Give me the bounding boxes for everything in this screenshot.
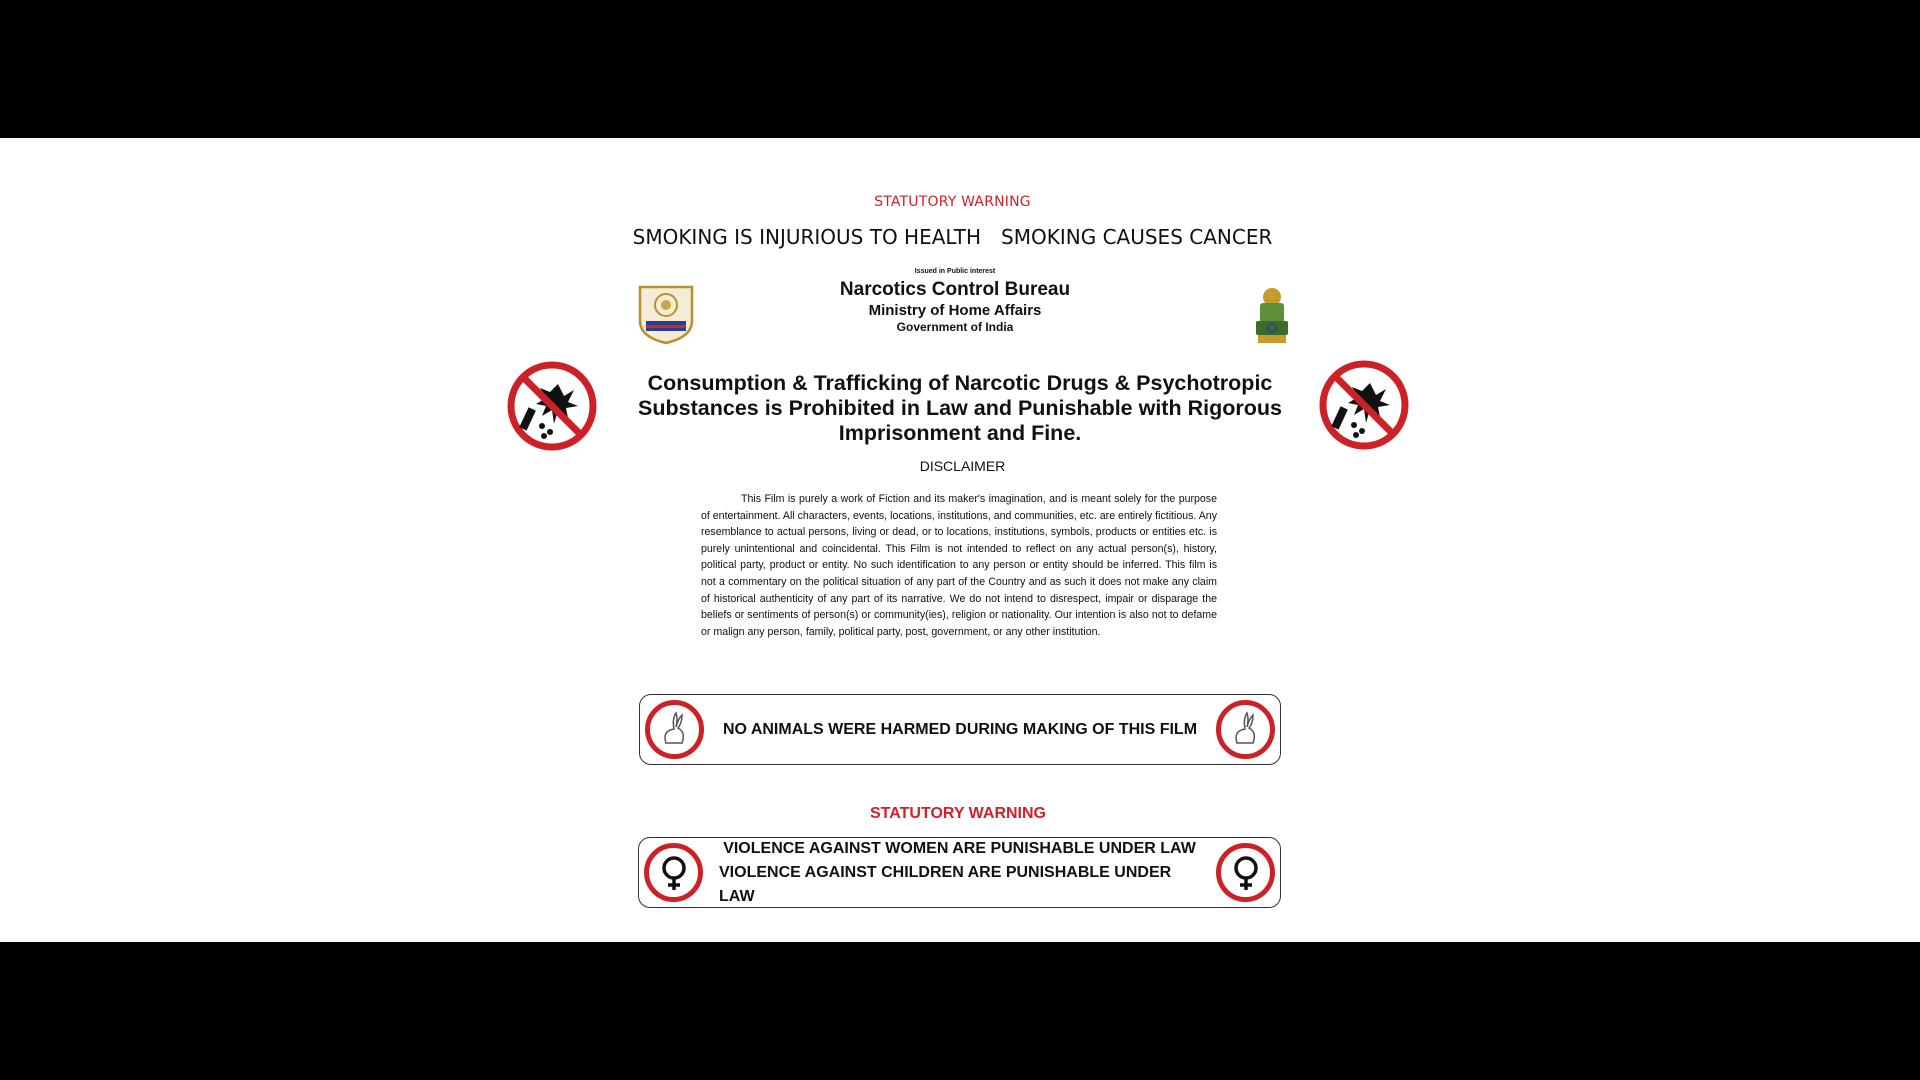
smoking-warning bbox=[560, 225, 1345, 249]
female-symbol-icon bbox=[1215, 842, 1276, 903]
disclaimer-title: DISCLAIMER bbox=[919, 458, 1006, 474]
violence-women-line: VIOLENCE AGAINST WOMEN ARE PUNISHABLE UNDER LAW bbox=[723, 839, 1196, 857]
letterbox-top bbox=[0, 0, 1920, 138]
no-drugs-icon bbox=[506, 360, 598, 452]
ncb-ministry: Ministry of Home Affairs bbox=[868, 302, 1042, 319]
smoking-warning-health: SMOKING IS INJURIOUS TO HEALTH bbox=[632, 225, 982, 249]
disclaimer-body: This Film is purely a work of Fiction and its maker's imagination, and is meant solely for the purpose of entertainment. All characters, events, locations, institutions, and communities, etc. are entirely fictitious. Any resemblance to actual persons, living or dead, or to locations, institutions, symbols, products or entities etc. is purely unintentional and coincidental. This Film is not intended to reflect on any actual person(s), history, political party, product or entity. No such identification to any person or entity should be inferred. This film is not a commentary on the political situation of any part of the Country and as such it does not make any claim of historical authenticity of any part of its narrative. We do not intend to disrespect, impair or disparage the beliefs or sentiments of person(s) or community(ies), religion or nationality. Our intention is also not to defame or malign any person, family, political party, post, government, or any other institution. bbox=[701, 493, 1217, 638]
rabbit-icon bbox=[1215, 699, 1276, 760]
animals-notice-label: NO ANIMALS WERE HARMED DURING MAKING OF THIS FILM bbox=[722, 720, 1198, 738]
issued-note: Issued in Public interest bbox=[914, 268, 996, 275]
statutory-warning-top: STATUTORY WARNING bbox=[874, 194, 1031, 210]
rabbit-icon bbox=[644, 699, 705, 760]
female-symbol-icon bbox=[643, 842, 704, 903]
national-emblem-icon bbox=[1250, 285, 1294, 349]
narcotics-headline: Consumption & Trafficking of Narcotic Drugs & Psychotropic Substances is Prohibited in Law and Punishable with Rigorous Imprisonment and Fine. bbox=[638, 371, 1282, 445]
smoking-warning-cancer: SMOKING CAUSES CANCER bbox=[1001, 225, 1273, 249]
warning-card bbox=[0, 138, 1920, 942]
ncb-title: Narcotics Control Bureau bbox=[839, 279, 1071, 300]
violence-notice-text bbox=[719, 838, 1200, 907]
animals-notice-text bbox=[720, 695, 1200, 764]
animals-notice-box bbox=[639, 694, 1281, 765]
ncb-emblem-icon bbox=[634, 283, 698, 345]
ncb-government: Government of India bbox=[896, 320, 1014, 334]
no-drugs-icon bbox=[1318, 359, 1410, 451]
violence-children-line: VIOLENCE AGAINST CHILDREN ARE PUNISHABLE UNDER LAW bbox=[719, 863, 1172, 905]
letterbox-bottom bbox=[0, 942, 1920, 1080]
statutory-warning-bottom: STATUTORY WARNING bbox=[870, 805, 1046, 822]
violence-notice-box bbox=[638, 837, 1281, 908]
